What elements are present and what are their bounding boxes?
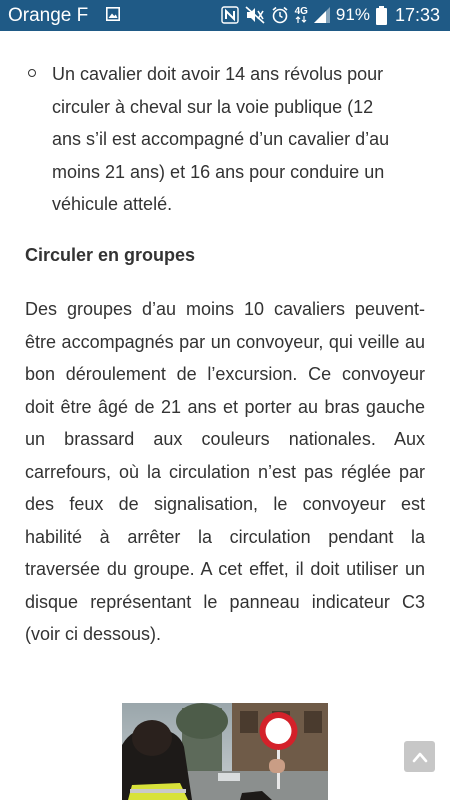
section-heading: Circuler en groupes xyxy=(25,245,196,265)
status-bar xyxy=(0,0,450,31)
scroll-to-top-button[interactable] xyxy=(404,741,435,772)
clock: 17:33 xyxy=(394,4,440,25)
list-item xyxy=(0,58,450,221)
battery-icon xyxy=(376,6,387,25)
chevron-up-icon xyxy=(412,751,428,763)
battery-percent: 91% xyxy=(335,5,370,24)
network-type: 4G xyxy=(295,7,308,23)
data-arrows-icon xyxy=(295,16,307,23)
status-icons xyxy=(221,4,440,26)
carrier-name: Orange F xyxy=(8,5,89,26)
signal-icon xyxy=(314,7,330,23)
nfc-icon xyxy=(221,6,239,24)
article-photo[interactable] xyxy=(122,703,328,800)
bullet-circle-icon xyxy=(28,69,36,77)
image-notification-icon xyxy=(106,7,120,21)
list-item-text: Un cavalier doit avoir 14 ans révolus pour circuler à cheval sur la voie publique (12 ans s’il est accompagné d’un cavalier d’au moins 21 ans) et 16 ans pour conduire un véhicule attelé. xyxy=(52,64,390,214)
bullet-list xyxy=(0,58,450,221)
article-content xyxy=(0,31,450,800)
alarm-icon xyxy=(271,6,289,24)
body-paragraph: Des groupes d’au moins 10 cavaliers peuvent-être accompagnés par un convoyeur, qui veille au bon déroulement de l’excursion. Ce convoyeur doit être âgé de 21 ans et porter au bras gauche un brassard aux couleurs nationales. Aux carrefours, où la circulation n’est pas réglée par des feux de signalisation, le convoyeur est habilité à arrêter la circulation pendant la traversée du groupe. A cet effet, il doit utiliser un disque représentant le panneau indicateur C3 (voir ci dessous). xyxy=(25,299,425,644)
mute-icon xyxy=(245,6,265,24)
